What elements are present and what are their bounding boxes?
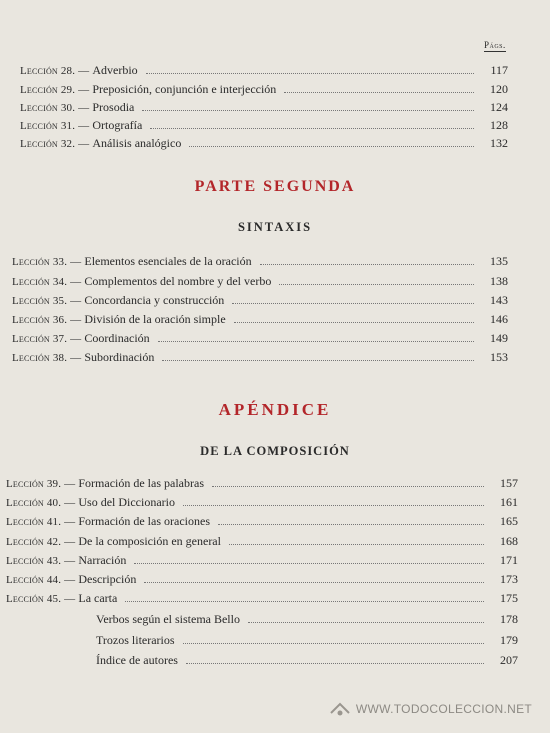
lesson-number: Lección 39. — xyxy=(6,478,76,490)
page-number: 143 xyxy=(490,293,508,307)
leader-dots xyxy=(189,136,474,147)
page-number: 149 xyxy=(490,331,508,345)
part-heading: PARTE SEGUNDA xyxy=(194,178,356,195)
page-number: 117 xyxy=(490,63,508,77)
toc-row xyxy=(6,571,518,587)
lesson-title: Concordancia y construcción xyxy=(84,293,225,307)
toc-row xyxy=(6,513,518,529)
leader-dots xyxy=(142,100,474,111)
lesson-title: Descripción xyxy=(78,572,137,586)
lesson-title: Ortografía xyxy=(92,118,143,132)
toc-row xyxy=(6,533,518,549)
toc-row xyxy=(6,494,518,510)
lesson-number: Lección 35. — xyxy=(12,295,82,307)
lesson-title: Coordinación xyxy=(84,331,150,345)
lesson-title: De la composición en general xyxy=(78,534,221,548)
page-number: 153 xyxy=(490,350,508,364)
lesson-title: Prosodia xyxy=(92,100,135,114)
toc-row xyxy=(20,135,508,151)
lesson-number: Lección 40. — xyxy=(6,497,76,509)
toc-row xyxy=(6,552,518,568)
lesson-title: Formación de las oraciones xyxy=(78,514,210,528)
leader-dots xyxy=(134,553,484,564)
lesson-title: Uso del Diccionario xyxy=(78,495,175,509)
toc-row xyxy=(12,311,508,327)
lesson-title: Complementos del nombre y del verbo xyxy=(84,274,272,288)
toc-row xyxy=(6,590,518,606)
leader-dots xyxy=(234,312,474,323)
leader-dots xyxy=(260,254,474,265)
lesson-title: División de la oración simple xyxy=(84,312,226,326)
lesson-number: Lección 44. — xyxy=(6,574,76,586)
lesson-title: Narración xyxy=(78,553,127,567)
lesson-title: Preposición, conjunción e interjección xyxy=(92,82,277,96)
lesson-number: Lección 32. — xyxy=(20,138,90,150)
lesson-number: Lección 38. — xyxy=(12,352,82,364)
leader-dots xyxy=(125,591,484,602)
leader-dots xyxy=(158,331,474,342)
page-number: 171 xyxy=(500,553,518,567)
leader-dots xyxy=(146,63,474,74)
entry-title: Verbos según el sistema Bello xyxy=(96,612,240,626)
toc-row xyxy=(20,99,508,115)
lesson-title: Formación de las palabras xyxy=(78,476,204,490)
toc-row xyxy=(12,273,508,289)
toc-row xyxy=(20,62,508,78)
lesson-number: Lección 37. — xyxy=(12,333,82,345)
toc-row xyxy=(12,292,508,308)
page-number: 168 xyxy=(500,534,518,548)
toc-row xyxy=(12,253,508,269)
page-number: 135 xyxy=(490,254,508,268)
leader-dots xyxy=(232,293,474,304)
lesson-number: Lección 28. — xyxy=(20,65,90,77)
leader-dots xyxy=(284,82,474,93)
appendix-subheading: DE LA COMPOSICIÓN xyxy=(200,444,350,458)
lesson-number: Lección 43. — xyxy=(6,555,76,567)
page-number: 173 xyxy=(500,572,518,586)
lesson-number: Lección 33. — xyxy=(12,256,82,268)
lesson-number: Lección 31. — xyxy=(20,120,90,132)
lesson-number: Lección 42. — xyxy=(6,536,76,548)
lesson-number: Lección 29. — xyxy=(20,84,90,96)
page-number: 124 xyxy=(490,100,508,114)
leader-dots xyxy=(212,476,484,487)
pages-column-header: Págs. xyxy=(484,40,506,50)
leader-dots xyxy=(183,495,484,506)
lesson-title: Análisis analógico xyxy=(92,136,182,150)
page-number: 175 xyxy=(500,591,518,605)
lesson-title: Subordinación xyxy=(84,350,155,364)
page-number: 178 xyxy=(500,612,518,626)
toc-row xyxy=(6,652,518,668)
toc-row xyxy=(6,632,518,648)
toc-row xyxy=(6,475,518,491)
watermark-text: WWW.TODOCOLECCION.NET xyxy=(355,702,532,716)
entry-title: Trozos literarios xyxy=(96,633,175,647)
page-number: 128 xyxy=(490,118,508,132)
page-number: 165 xyxy=(500,514,518,528)
toc-row xyxy=(20,81,508,97)
lesson-number: Lección 36. — xyxy=(12,314,82,326)
watermark xyxy=(329,701,532,717)
entry-title: Índice de autores xyxy=(96,653,178,667)
toc-row xyxy=(20,117,508,133)
leader-dots xyxy=(218,514,484,525)
lesson-title: La carta xyxy=(78,591,118,605)
lesson-title: Adverbio xyxy=(92,63,138,77)
leader-dots xyxy=(186,653,484,664)
leader-dots xyxy=(183,633,484,644)
lesson-number: Lección 34. — xyxy=(12,276,82,288)
part-subheading: SINTAXIS xyxy=(237,220,313,234)
toc-row xyxy=(12,330,508,346)
appendix-heading: APÉNDICE xyxy=(218,400,332,419)
lesson-number: Lección 45. — xyxy=(6,593,76,605)
page-number: 120 xyxy=(490,82,508,96)
leader-dots xyxy=(248,612,484,623)
lesson-title: Elementos esenciales de la oración xyxy=(84,254,252,268)
leader-dots xyxy=(150,118,474,129)
toc-row xyxy=(12,349,508,365)
page-number: 157 xyxy=(500,476,518,490)
leader-dots xyxy=(229,534,484,545)
page-number: 138 xyxy=(490,274,508,288)
leader-dots xyxy=(144,572,484,583)
page-number: 146 xyxy=(490,312,508,326)
toc-row xyxy=(6,611,518,627)
leader-dots xyxy=(162,350,474,361)
lesson-number: Lección 30. — xyxy=(20,102,90,114)
page-number: 161 xyxy=(500,495,518,509)
page-number: 132 xyxy=(490,136,508,150)
page-number: 207 xyxy=(500,653,518,667)
lesson-number: Lección 41. — xyxy=(6,516,76,528)
page-number: 179 xyxy=(500,633,518,647)
leader-dots xyxy=(279,274,474,285)
watermark-logo-icon xyxy=(329,701,351,717)
